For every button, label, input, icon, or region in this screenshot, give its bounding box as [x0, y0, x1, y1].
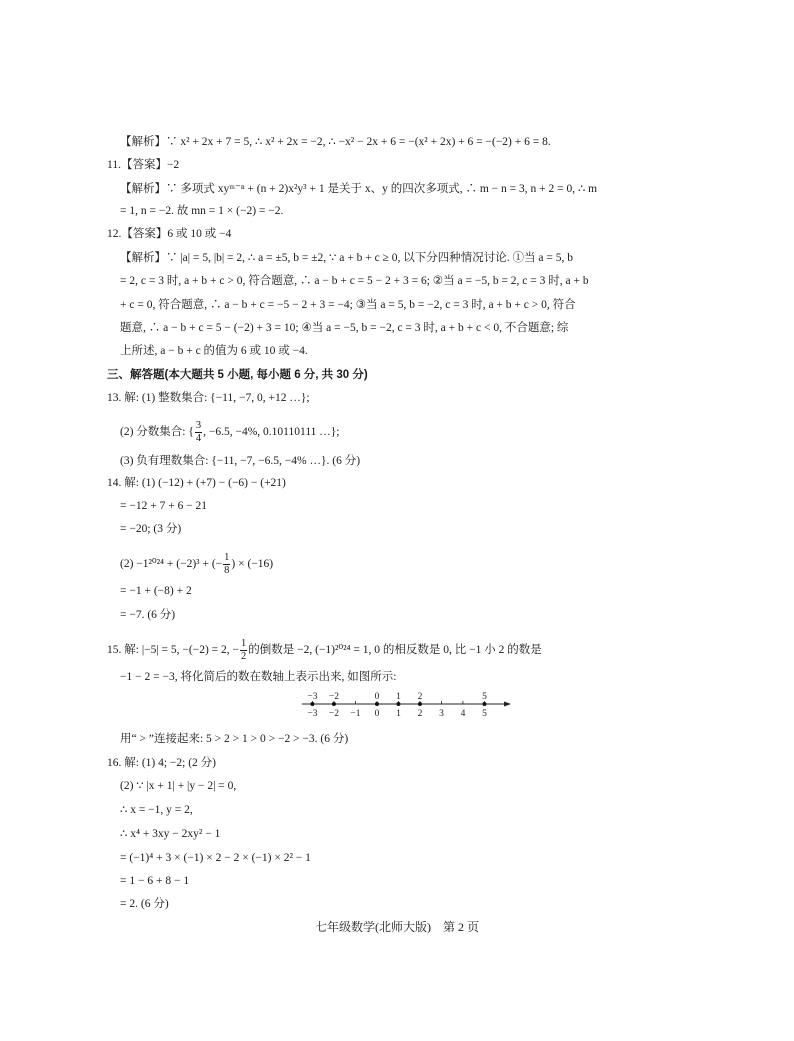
text-segment: ∴ x = −1, y = 2,: [120, 804, 193, 816]
text-segment: = 1, n = −2. 故 mn = 1 × (−2) = −2.: [120, 205, 284, 217]
text-line: [120, 134, 551, 150]
page-footer: 七年级数学(北师大版) 第 2 页: [315, 920, 479, 934]
tick-label: −2: [328, 709, 340, 719]
tick-label: 4: [460, 709, 466, 719]
text-line: [120, 552, 273, 577]
point-label: −3: [307, 692, 318, 702]
number-point: [310, 702, 314, 706]
text-line: [120, 607, 175, 623]
point-label: 5: [482, 692, 487, 702]
text-segment: ) × (−16): [231, 558, 274, 571]
text-line: [120, 297, 576, 313]
text-segment: (2) ∵ |x + 1| + |y − 2| = 0,: [120, 780, 237, 792]
text-segment: −1 − 2 = −3, 将化简后的数在数轴上表示出来, 如图所示:: [120, 671, 397, 683]
number-point: [482, 702, 486, 706]
text-line: [120, 498, 207, 514]
text-line: [120, 521, 181, 537]
text-segment: 【解析】∵ x² + 2x + 7 = 5, ∴ x² + 2x = −2, ∴ −x² − 2x + 6 = −(x² + 2x) + 6 = −(−2) + 6 = 8.: [120, 136, 551, 148]
section-heading: [107, 367, 368, 383]
text-segment: 题意, ∴ a − b + c = 5 − (−2) + 3 = 10; ④当 a = −5, b = −2, c = 3 时, a + b + c < 0, 不合题意; 综: [120, 322, 569, 334]
text-line: [120, 826, 220, 842]
tick-label: 0: [374, 709, 380, 719]
text-line: [120, 873, 189, 889]
fraction-numerator: 3: [195, 420, 202, 431]
point-label: 2: [417, 692, 423, 702]
text-line: [107, 390, 310, 406]
text-segment: 的倒数是 −2, (−1)²⁰²⁴ = 1, 0 的相反数是 0, 比 −1 小 2 的数是: [248, 644, 542, 657]
tick-label: 2: [417, 709, 423, 719]
text-segment: 13. 解: (1) 整数集合: {−11, −7, 0, +12 …};: [107, 392, 310, 404]
fraction-denominator: 8: [224, 565, 230, 576]
fraction-denominator: 4: [195, 433, 202, 444]
text-line: [107, 638, 542, 663]
text-line: [120, 731, 348, 747]
text-line: [120, 420, 340, 445]
text-line: [120, 850, 311, 866]
text-segment: (2) 分数集合: {: [120, 426, 194, 439]
text-segment: ∴ x⁴ + 3xy − 2xy² − 1: [120, 828, 221, 840]
text-line: [107, 475, 286, 491]
text-line: [120, 583, 192, 599]
fraction: [223, 552, 230, 577]
text-segment: = 2. (6 分): [120, 898, 169, 910]
text-segment: = 1 − 6 + 8 − 1: [120, 875, 190, 887]
text-segment: 【解析】∵ 多项式 xyᵐ⁻ⁿ + (n + 2)x²y³ + 1 是关于 x、y 的四次多项式, ∴ m − n = 3, n + 2 = 0, ∴ m: [120, 183, 598, 195]
text-segment: = 2, c = 3 时, a + b + c > 0, 符合题意, ∴ a − b + c = 5 − 2 + 3 = 6; ②当 a = −5, b = 2, c = 3 时, a + b: [120, 275, 589, 287]
text-segment: 11.【答案】−2: [107, 159, 180, 171]
text-segment: = −1 + (−8) + 2: [120, 585, 192, 597]
fraction-numerator: 1: [224, 552, 230, 563]
text-line: [120, 896, 169, 912]
number-point: [375, 702, 379, 706]
text-segment: 用“ > ”连接起来: 5 > 2 > 1 > 0 > −2 > −3. (6 分): [120, 733, 349, 745]
fraction: [195, 420, 202, 445]
number-point: [332, 702, 336, 706]
text-segment: 15. 解: |−5| = 5, −(−2) = 2, −: [107, 644, 239, 657]
text-segment: = −20; (3 分): [120, 523, 182, 535]
text-line: [120, 181, 597, 197]
text-line: [120, 343, 308, 359]
text-line: [120, 669, 396, 685]
text-line: [107, 226, 231, 242]
fraction: [240, 638, 247, 663]
text-segment: 14. 解: (1) (−12) + (+7) − (−6) − (+21): [107, 477, 286, 489]
tick-label: 3: [439, 709, 444, 719]
text-line: [120, 203, 283, 219]
point-label: 1: [396, 692, 401, 702]
number-line: [300, 688, 515, 720]
text-segment: 【解析】∵ |a| = 5, |b| = 2, ∴ a = ±5, b = ±2, ∵ a + b + c ≥ 0, 以下分四种情况讨论. ①当 a = 5, b: [120, 252, 573, 264]
number-point: [396, 702, 400, 706]
text-line: [120, 778, 236, 794]
tick-label: 1: [396, 709, 401, 719]
point-label: −2: [328, 692, 340, 702]
fraction-denominator: 2: [241, 651, 247, 662]
text-line: [120, 273, 589, 289]
point-label: 0: [374, 692, 380, 702]
tick-label: 5: [482, 709, 487, 719]
text-segment: 三、解答题(本大题共 5 小题, 每小题 6 分, 共 30 分): [107, 369, 368, 381]
text-segment: 12.【答案】6 或 10 或 −4: [107, 228, 232, 240]
text-segment: = −12 + 7 + 6 − 21: [120, 500, 208, 512]
text-segment: , −6.5, −4%, 0.10110111 …};: [203, 426, 340, 439]
text-segment: = −7. (6 分): [120, 609, 176, 621]
number-point: [418, 702, 422, 706]
fraction-numerator: 1: [241, 638, 247, 649]
tick-label: −3: [307, 709, 318, 719]
text-segment: + c = 0, 符合题意, ∴ a − b + c = −5 − 2 + 3 = −4; ③当 a = 5, b = −2, c = 3 时, a + b + c > 0, 符合: [120, 299, 576, 311]
text-segment: (3) 负有理数集合: {−11, −7, −6.5, −4% …}. (6 分): [120, 455, 361, 467]
axis-arrow-icon: [504, 702, 511, 707]
text-line: [120, 802, 193, 818]
text-line: [120, 453, 360, 469]
text-segment: = (−1)⁴ + 3 × (−1) × 2 − 2 × (−1) × 2² − 1: [120, 852, 311, 864]
text-line: [107, 755, 216, 771]
text-line: [120, 320, 568, 336]
text-line: [107, 157, 179, 173]
text-line: [120, 250, 573, 266]
text-segment: 上所述, a − b + c 的值为 6 或 10 或 −4.: [120, 345, 308, 357]
tick-label: −1: [350, 709, 361, 719]
text-segment: 16. 解: (1) 4; −2; (2 分): [107, 757, 217, 769]
text-segment: (2) −1²⁰²⁴ + (−2)³ + (−: [120, 558, 223, 571]
